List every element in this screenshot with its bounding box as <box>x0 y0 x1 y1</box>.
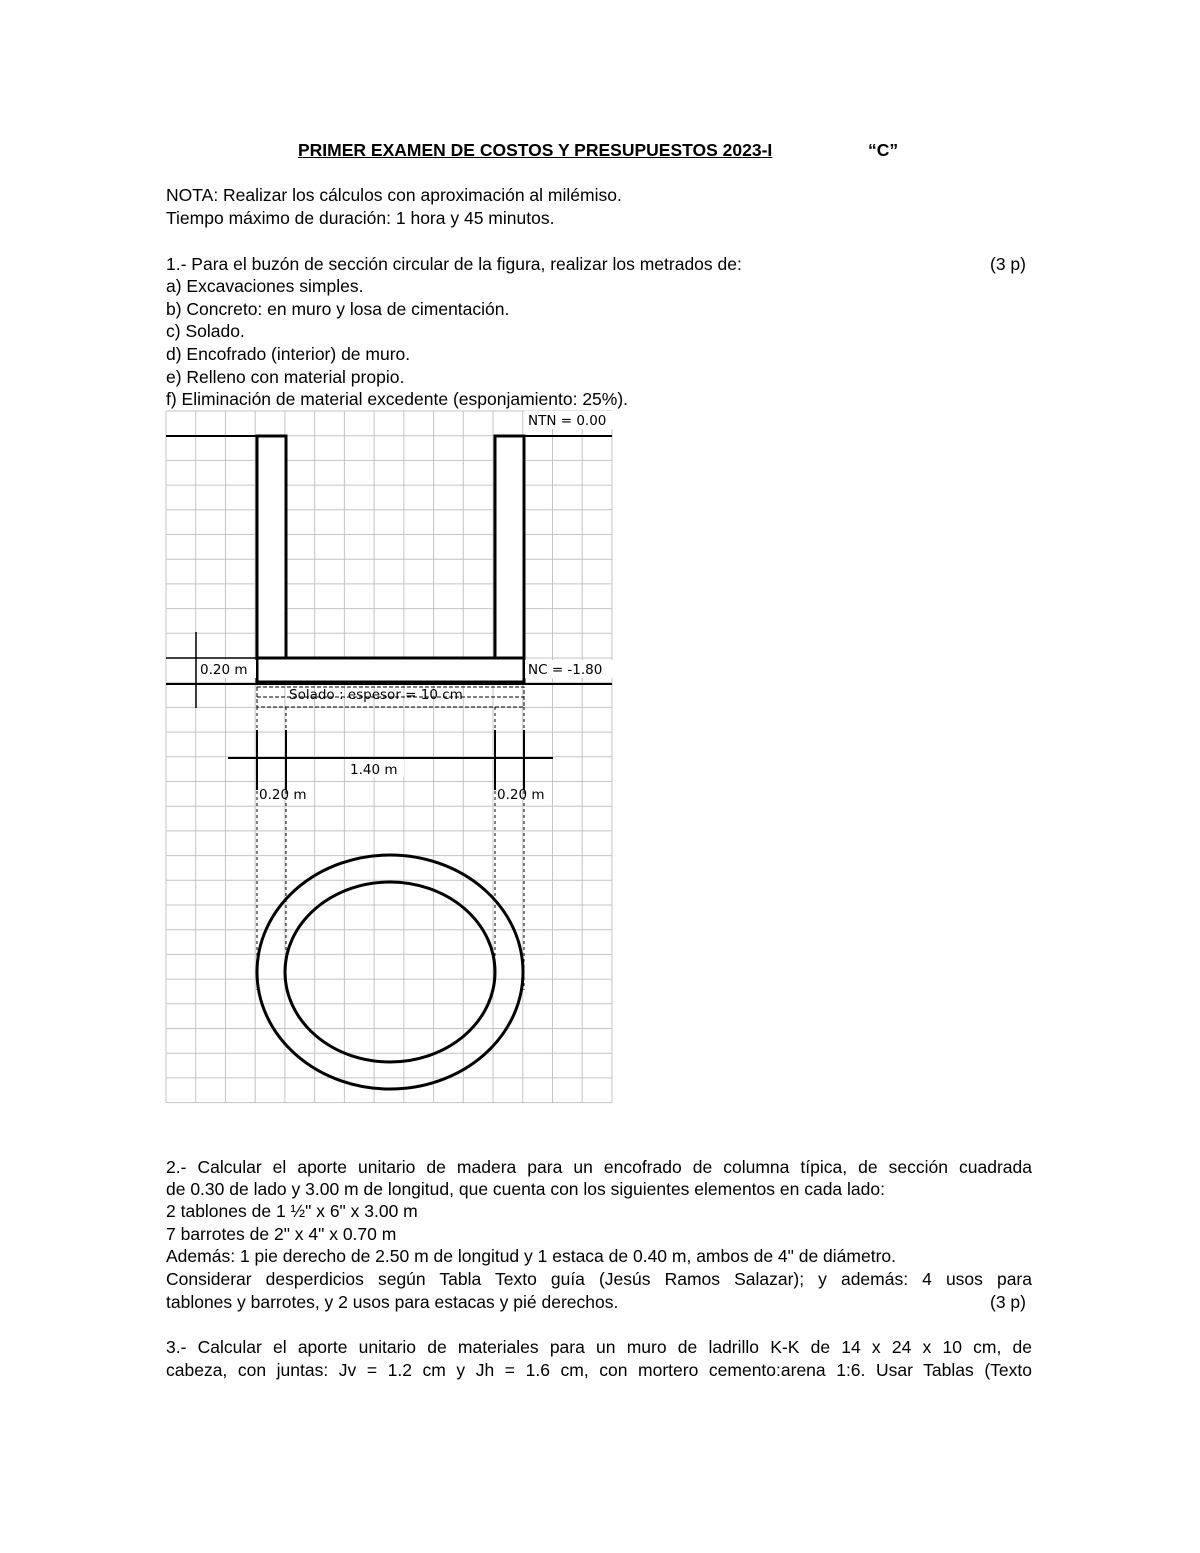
solado-label: Solado : espesor = 10 cm <box>289 687 463 703</box>
wall-right-thickness-label: 0.20 m <box>497 787 545 803</box>
outer-circle <box>257 855 523 1089</box>
question-3-line-2: cabeza, con juntas: Jv = 1.2 cm y Jh = 1.6 cm, con mortero cemento:arena 1:6. Usar Tablas (Texto <box>166 1360 1032 1380</box>
question-2-line-6: Considerar desperdicios según Tabla Texto guía (Jesús Ramos Salazar); y además: 4 usos para <box>166 1269 1032 1289</box>
slab-thickness-label: 0.20 m <box>200 662 248 678</box>
exam-version: “C” <box>868 140 899 160</box>
question-1-item-e: e) Relleno con material propio. <box>166 367 405 387</box>
foundation-slab <box>257 658 524 682</box>
wall-left-section <box>257 436 286 658</box>
question-1-text: 1.- Para el buzón de sección circular de la figura, realizar los metrados de: <box>166 254 742 274</box>
question-1-item-d: d) Encofrado (interior) de muro. <box>166 344 411 364</box>
question-1-points: (3 p) <box>990 254 1026 274</box>
wall-right-section <box>495 436 524 658</box>
question-2-points: (3 p) <box>990 1292 1026 1312</box>
exam-title-text: PRIMER EXAMEN DE COSTOS Y PRESUPUESTOS 2023-I <box>298 140 773 160</box>
question-1-item-c: c) Solado. <box>166 321 245 341</box>
question-2-line-2: de 0.30 de lado y 3.00 m de longitud, que cuenta con los siguientes elementos en cada lado: <box>166 1179 885 1199</box>
question-2-line-1: 2.- Calcular el aporte unitario de madera para un encofrado de columna típica, de sección cuadrada <box>166 1157 1032 1177</box>
nc-label: NC = -1.80 <box>528 662 603 678</box>
question-3-line-1: 3.- Calcular el aporte unitario de materiales para un muro de ladrillo K-K de 14 x 24 x 10 cm, de <box>166 1337 1032 1357</box>
width-label: 1.40 m <box>350 762 398 778</box>
question-2-line-7: tablones y barrotes, y 2 usos para estacas y pié derechos. <box>166 1292 619 1312</box>
note-line: NOTA: Realizar los cálculos con aproximación al milémiso. <box>166 185 622 205</box>
time-line: Tiempo máximo de duración: 1 hora y 45 minutos. <box>166 208 555 228</box>
ntn-label: NTN = 0.00 <box>528 413 607 429</box>
question-1-item-a: a) Excavaciones simples. <box>166 276 364 296</box>
question-2-line-5: Además: 1 pie derecho de 2.50 m de longitud y 1 estaca de 0.40 m, ambos de 4" de diámetro. <box>166 1246 896 1266</box>
question-2-line-3: 2 tablones de 1 ½" x 6" x 3.00 m <box>166 1201 418 1221</box>
question-2-line-4: 7 barrotes de 2" x 4" x 0.70 m <box>166 1224 397 1244</box>
wall-left-thickness-label: 0.20 m <box>259 787 307 803</box>
question-1-item-f: f) Eliminación de material excedente (esponjamiento: 25%). <box>166 389 629 409</box>
question-1-item-b: b) Concreto: en muro y losa de cimentación. <box>166 299 510 319</box>
